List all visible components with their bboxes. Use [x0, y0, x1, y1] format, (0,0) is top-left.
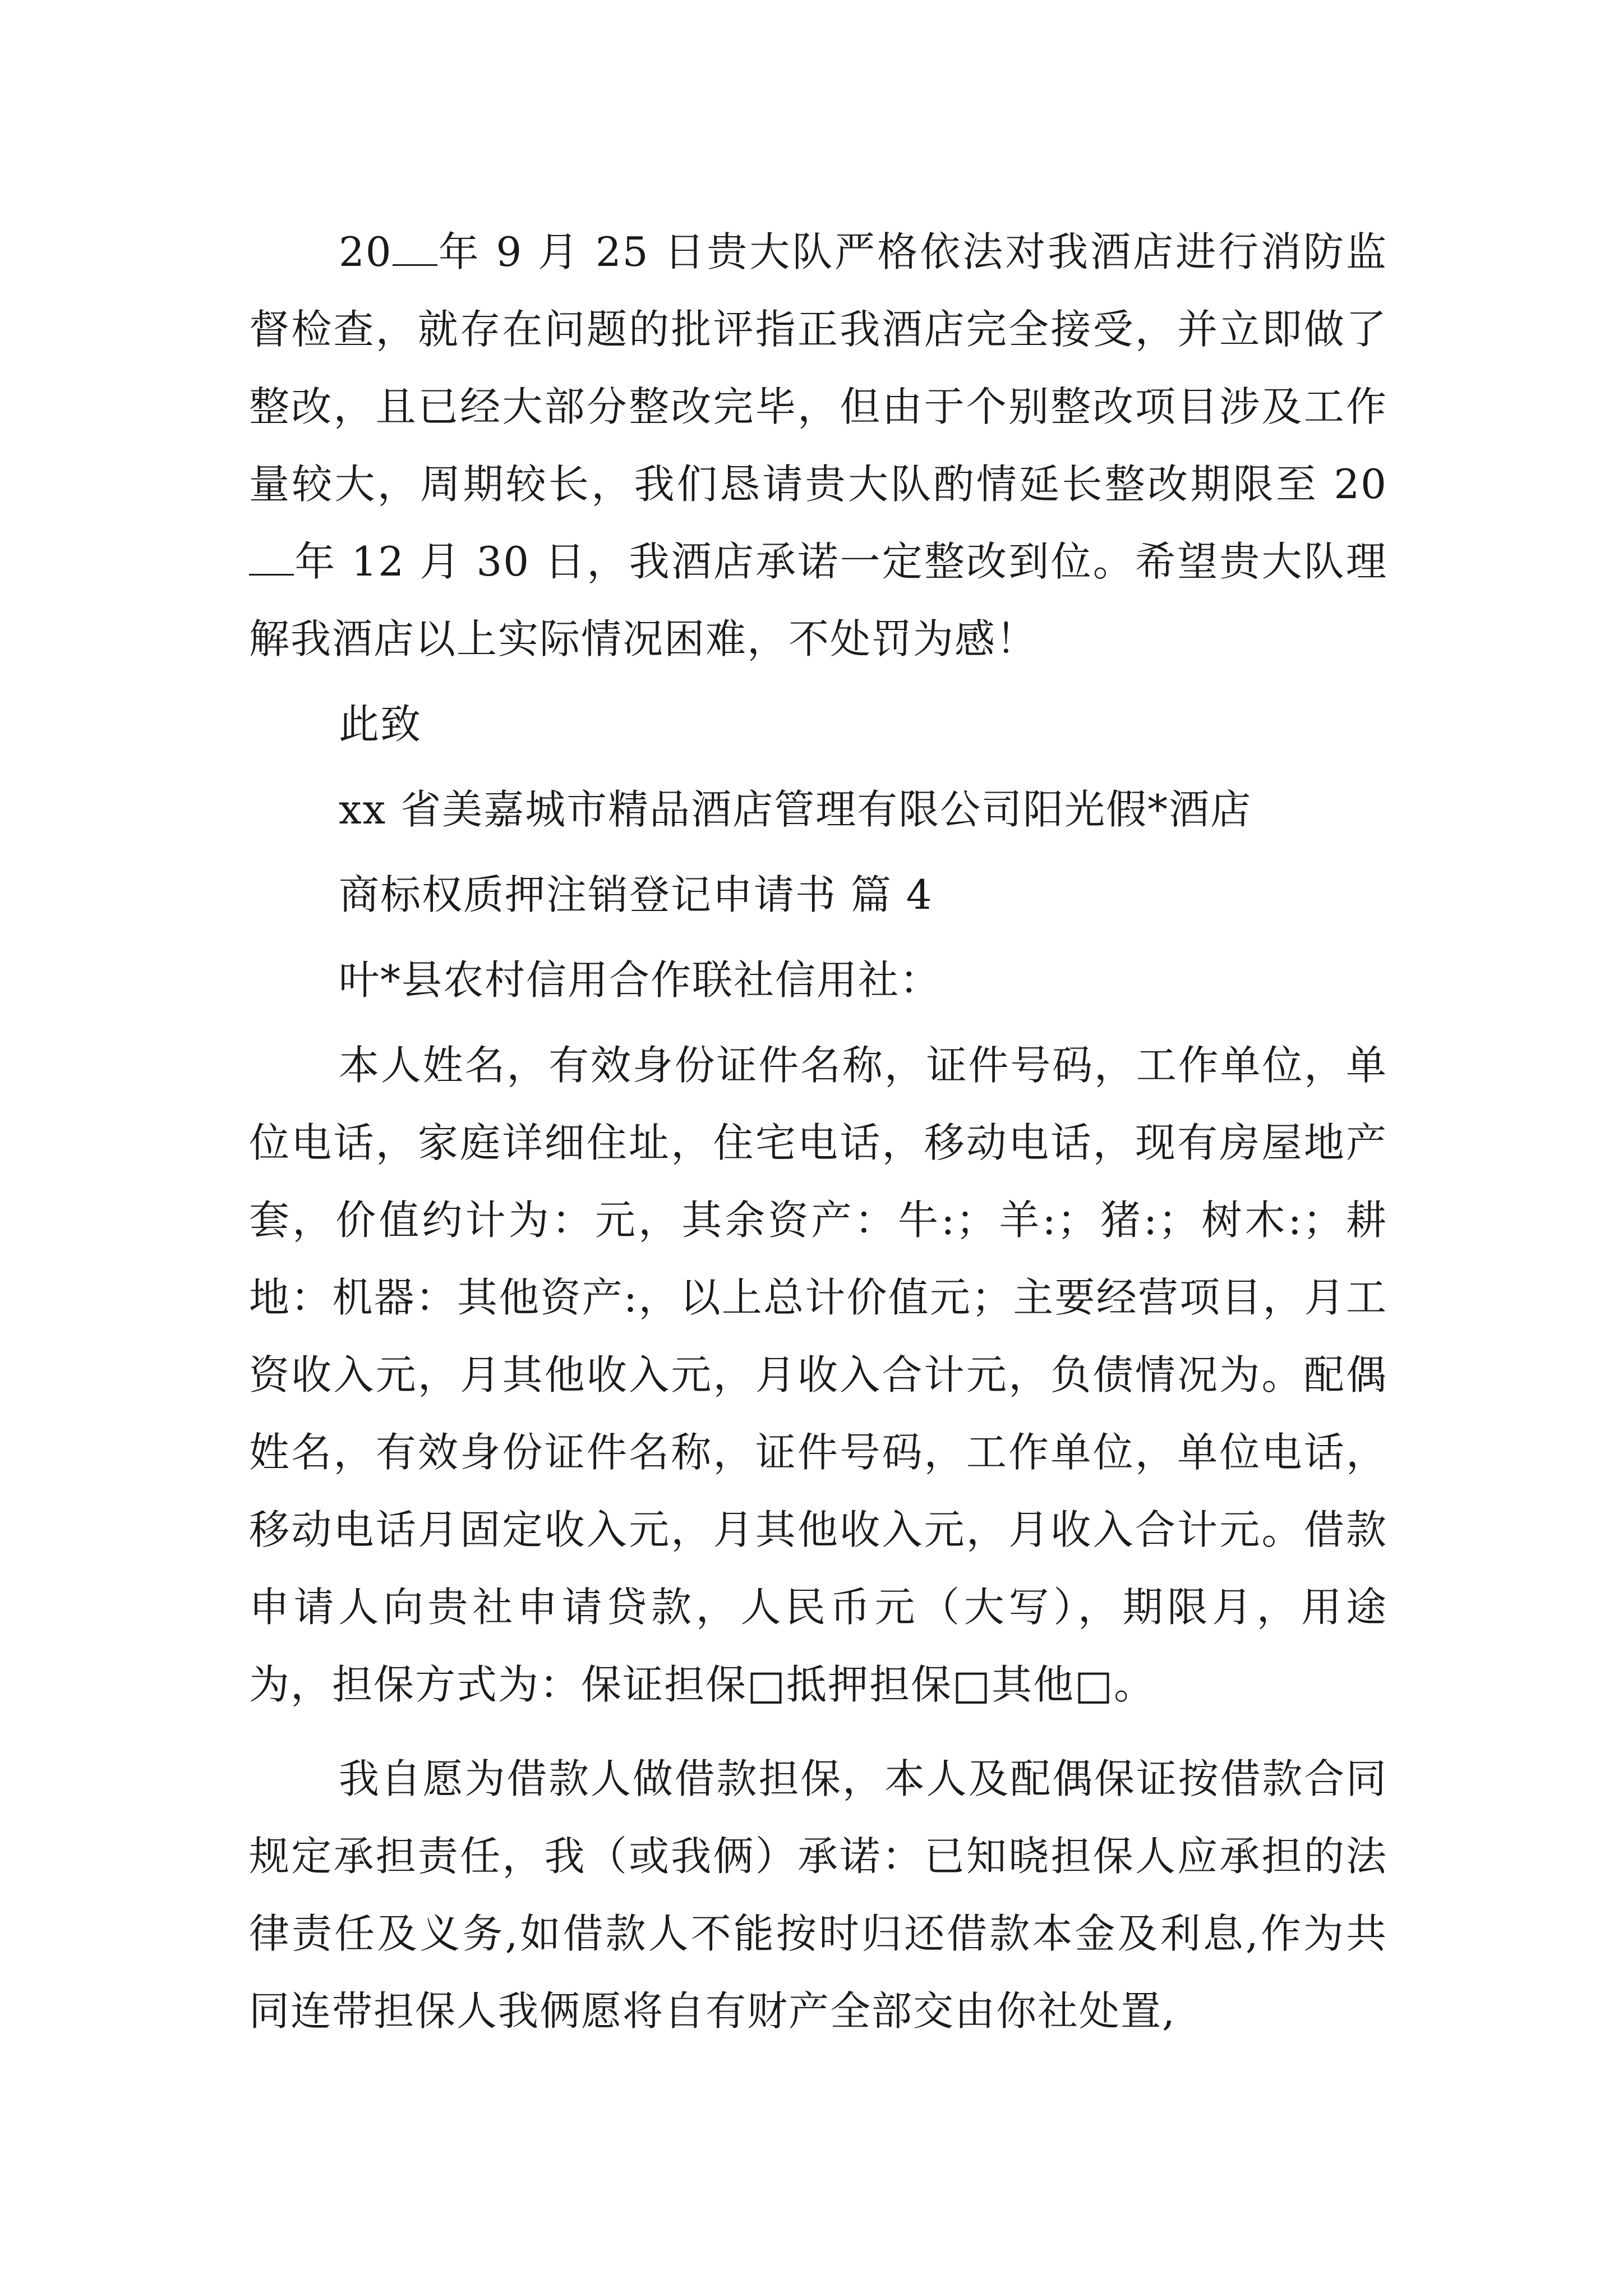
- addressee-line: 叶*县农村信用合作联社信用社：: [339, 956, 942, 1004]
- section-title: 商标权质押注销登记申请书 篇 4: [339, 871, 933, 918]
- closing-salutation: 此致: [339, 701, 422, 748]
- paragraph-inspection-response: [249, 213, 1387, 678]
- signature-line: xx 省美嘉城市精品酒店管理有限公司阳光假*酒店: [339, 786, 1252, 833]
- paragraph-applicant-info: 本人姓名，有效身份证件名称，证件号码，工作单位，单位电话，家庭详细住址，住宅电话，移动电话，现有房屋地产套，价值约计为：元，其余资产：牛:；羊:；猪:；树木:；耕地：机器：其他资产:，以上总计价值元；主要经营项目，月工资收入元，月其他收入元，月收入合计元，负债情况为。配偶姓名，有效身份证件名称，证件号码，工作单位，单位电话，移动电话月固定收入元，月其他收入元，月收入合计元。借款申请人向贵社申请贷款，人民币元（大写），期限月，用途为，担保方式为：保证担保□抵押担保□其他□。: [249, 1042, 1387, 1708]
- paragraph-guarantee-statement: 我自愿为借款人做借款担保，本人及配偶保证按借款合同规定承担责任，我（或我俩）承诺：已知晓担保人应承担的法律责任及义务,如借款人不能按时归还借款本金及利息,作为共同连带担保人我俩愿将自有财产全部交由你社处置,: [249, 1755, 1387, 2035]
- document-body: [249, 213, 1387, 2050]
- paragraph-text: 年 12 月 30 日，我酒店承诺一定整改到位。希望贵大队理解我酒店以上实际情况困难，不处罚为感！: [249, 538, 1387, 662]
- year-blank: [393, 231, 437, 266]
- year-blank: [249, 540, 294, 576]
- year-prefix: 20: [339, 228, 393, 275]
- paragraph-text: 年 9 月 25 日贵大队严格依法对我酒店进行消防监督检查，就存在问题的批评指正我酒店完全接受，并立即做了整改，且已经大部分整改完毕，但由于个别整改项目涉及工作量较大，周期较长，我们恳请贵大队酌情延长整改期限至 20: [249, 228, 1387, 508]
